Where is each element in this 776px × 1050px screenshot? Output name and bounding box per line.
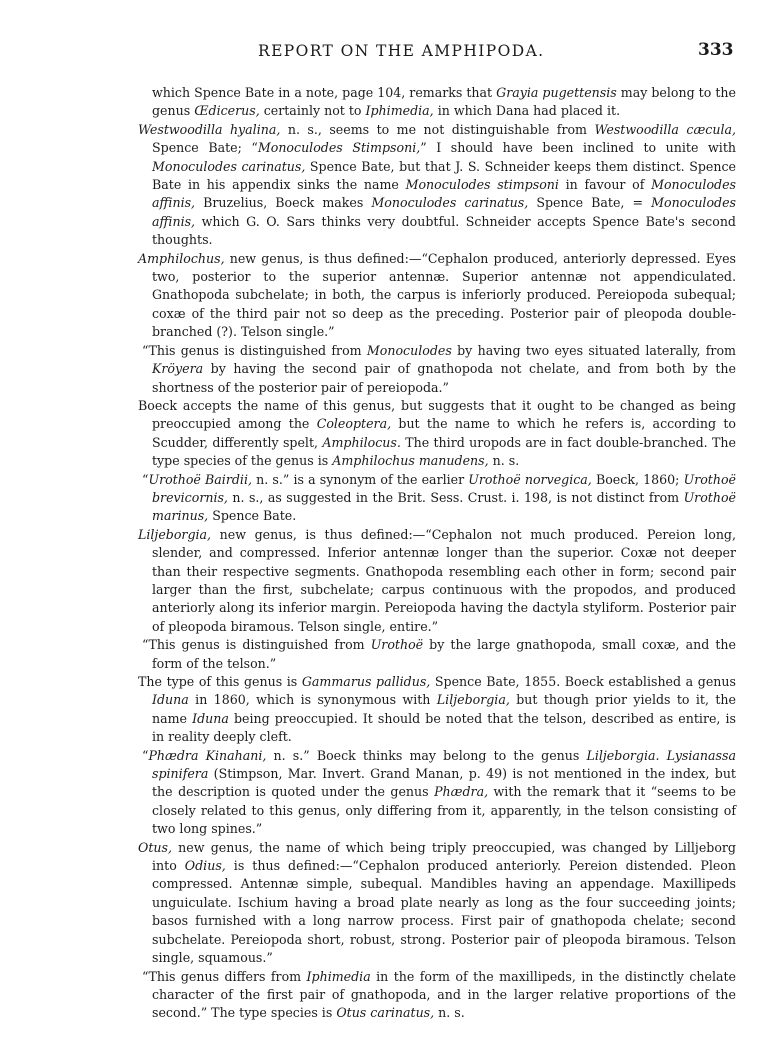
text-run: n. s., seems to me not distinguishable from (280, 121, 595, 137)
italic-term: Iphimedia (306, 968, 371, 984)
italic-term: Westwoodilla hyalina, (138, 121, 281, 137)
text-run: in 1860, which is synonymous with (188, 692, 437, 708)
italic-term: Monoculodes affinis, (152, 195, 737, 229)
italic-term: Monoculodes stimpsoni (405, 177, 559, 193)
paragraph (138, 471, 736, 526)
italic-term: Amphilochus, (138, 250, 225, 266)
italic-term: Monoculodes (366, 342, 452, 358)
text-run: n. s., as suggested in the Brit. Sess. Crust. i. 198, is not distinct from (227, 489, 684, 505)
italic-term: Westwoodilla cæcula, (594, 121, 736, 137)
italic-term: Phædra, (434, 784, 489, 800)
paragraph (138, 636, 736, 673)
text-run: Spence Bate. (208, 508, 297, 524)
text-run: Boeck, 1860; (591, 471, 684, 487)
italic-term: Coleoptera, (316, 416, 392, 432)
italic-term: Amphilochus manudens, (332, 453, 489, 469)
italic-term: Otus carinatus, (336, 1005, 435, 1021)
text-run: Spence Bate, 1855. Boeck established a genus (430, 674, 736, 689)
text-run: Spence Bate, but that J. S. Schneider keeps them distinct. Spence Bate in his appendix sinks the name (152, 158, 736, 193)
text-run: by having two eyes situated laterally, from (451, 342, 736, 358)
text-run: n. s. (488, 453, 520, 469)
text-run: new genus, the name of which being triply preoccupied, was changed by Lilljeborg into (152, 839, 736, 874)
italic-term: Urothoë brevicornis, (152, 471, 737, 505)
paragraph (138, 342, 736, 397)
text-run: ” I should have been inclined to unite with (420, 140, 736, 156)
italic-term: Otus, (138, 839, 172, 855)
text-run: which G. O. Sars thinks very doubtful. Schneider accepts Spence Bate's second thoughts. (152, 213, 736, 248)
italic-term: Monoculodes carinatus, (152, 158, 306, 174)
italic-term: Amphilocus. (322, 434, 401, 450)
text-run: “ (142, 747, 149, 763)
text-run: “This genus is distinguished from (142, 342, 367, 358)
italic-term: Iduna (192, 710, 229, 726)
italic-term: Urothoë Bairdii, (148, 471, 252, 487)
text-run: The type of this genus is (138, 674, 302, 689)
text-run: (Stimpson, Mar. Invert. Grand Manan, p. 49) is not mentioned in the index, but the description is quoted under the genus (152, 766, 736, 800)
text-run: is thus defined:—“Cephalon produced anteriorly. Pereion distended. Pleon compressed. Antennæ simple, subequal. Mandibles having an appendage. Maxillipeds unguiculate. Ischium having a broad plate nearly as long as the four succeeding joints; basos furnished with a long narrow process. First pair of gnathopoda chelate; second subchelate. Pereiopoda short, robust, strong. Posterior pair of pleopoda biramous. Telson single, squamous.” (152, 858, 736, 966)
text-run: which Spence Bate in a note, page 104, remarks that (152, 85, 497, 100)
running-header (0, 40, 776, 66)
page-number: 333 (698, 40, 734, 60)
paragraph (138, 968, 736, 1023)
italic-term: Kröyera (152, 361, 204, 377)
paragraph (138, 747, 736, 839)
paragraph (138, 250, 736, 342)
paragraph (138, 673, 736, 747)
italic-term: Monoculodes carinatus, (371, 195, 529, 211)
text-run: n. s.” Boeck thinks may belong to the genus (266, 747, 587, 763)
text-run: by the large gnathopoda, small coxæ, and the form of the telson.” (152, 637, 736, 671)
text-run: may belong to the genus (152, 85, 736, 119)
text-run: in the form of the maxillipeds, in the distinctly chelate character of the first pair of gnathopoda, and in the larger relative proportions of the second.” The type species is (152, 968, 736, 1021)
paragraph (138, 526, 736, 636)
italic-term: Gammarus pallidus, (301, 674, 431, 689)
text-run: but the name to which he refers is, according to Scudder, differently spelt, (152, 416, 736, 450)
text-run: “This genus is distinguished from (142, 637, 371, 653)
text-run (660, 748, 667, 763)
running-title: REPORT ON THE AMPHIPODA. (258, 42, 545, 60)
italic-term: Urothoë (370, 637, 424, 653)
text-run: Boeck accepts the name of this genus, but suggests that it ought to be changed as being preoccupied among the (138, 397, 736, 432)
italic-term: Urothoë marinus, (152, 489, 736, 524)
paragraph (138, 121, 736, 250)
text-run: new genus, is thus defined:—“Cephalon produced, anteriorly depressed. Eyes two, posterior to the superior antennæ. Superior antennæ not appendiculated. Gnathopoda subchelate; in both, the carpus is inferiorly produced. Pereiopoda subequal; coxæ of the third pair not so deep as the preceding. Posterior pair of pleopoda double-branched (?). Telson single.” (152, 250, 736, 340)
italic-term: Liljeborgia. (586, 747, 660, 763)
italic-term: Liljeborgia, (436, 692, 510, 708)
text-run: The third uropods are in fact double-branched. The type species of the genus is (152, 434, 736, 469)
paragraph (138, 839, 736, 968)
paragraph (138, 397, 736, 471)
body-text (138, 84, 736, 1023)
italic-term: Odius, (184, 858, 226, 874)
text-run: new genus, is thus defined:—“Cephalon not much produced. Pereion long, slender, and compressed. Inferior antennæ longer than the superior. Coxæ not deeper than their respective segments. Gnathopoda resembling each other in form; second pair larger than the first, subchelate; carpus continuous with the propodos, and produced anteriorly along its inferior margin. Pereiopoda having the dactyla styliform. Posterior pair of pleopoda biramous. Telson single, entire.” (152, 526, 736, 634)
text-run: by having the second pair of gnathopoda not chelate, and from both by the shortness of the posterior pair of pereiopoda.” (152, 361, 736, 395)
italic-term: Lysianassa spinifera (152, 747, 736, 782)
text-run: Bruzelius, Boeck makes (195, 195, 372, 211)
italic-term: Œdicerus, (194, 103, 260, 119)
paragraph (138, 84, 736, 121)
text-run: Spence Bate; “ (152, 140, 258, 156)
text-run: being preoccupied. It should be noted that the telson, described as entire, is in reality deeply cleft. (152, 710, 736, 745)
text-run: “This genus differs from (142, 968, 307, 984)
text-run: n. s. (434, 1005, 465, 1021)
italic-term: Monoculodes Stimpsoni, (257, 140, 421, 156)
italic-term: Iphimedia, (365, 103, 434, 119)
italic-term: Phædra Kinahani, (148, 747, 267, 763)
italic-term: Grayia pugettensis (496, 85, 617, 100)
text-run: but though prior yields to it, the name (152, 692, 736, 726)
italic-term: Iduna (152, 692, 189, 708)
italic-term: Urothoë norvegica, (468, 471, 592, 487)
text-run: “ (142, 471, 149, 487)
text-run: in which Dana had placed it. (433, 103, 621, 119)
italic-term: Liljeborgia, (138, 526, 212, 542)
text-run: certainly not to (259, 103, 366, 119)
text-run: with the remark that it “seems to be closely related to this genus, only differing from it, apparently, in the telson consisting of two long spines.” (152, 784, 736, 837)
text-run: Spence Bate, = (528, 195, 652, 211)
text-run: n. s.” is a synonym of the earlier (251, 471, 469, 487)
italic-term: Monoculodes affinis, (152, 177, 736, 211)
text-run: in favour of (558, 177, 652, 193)
